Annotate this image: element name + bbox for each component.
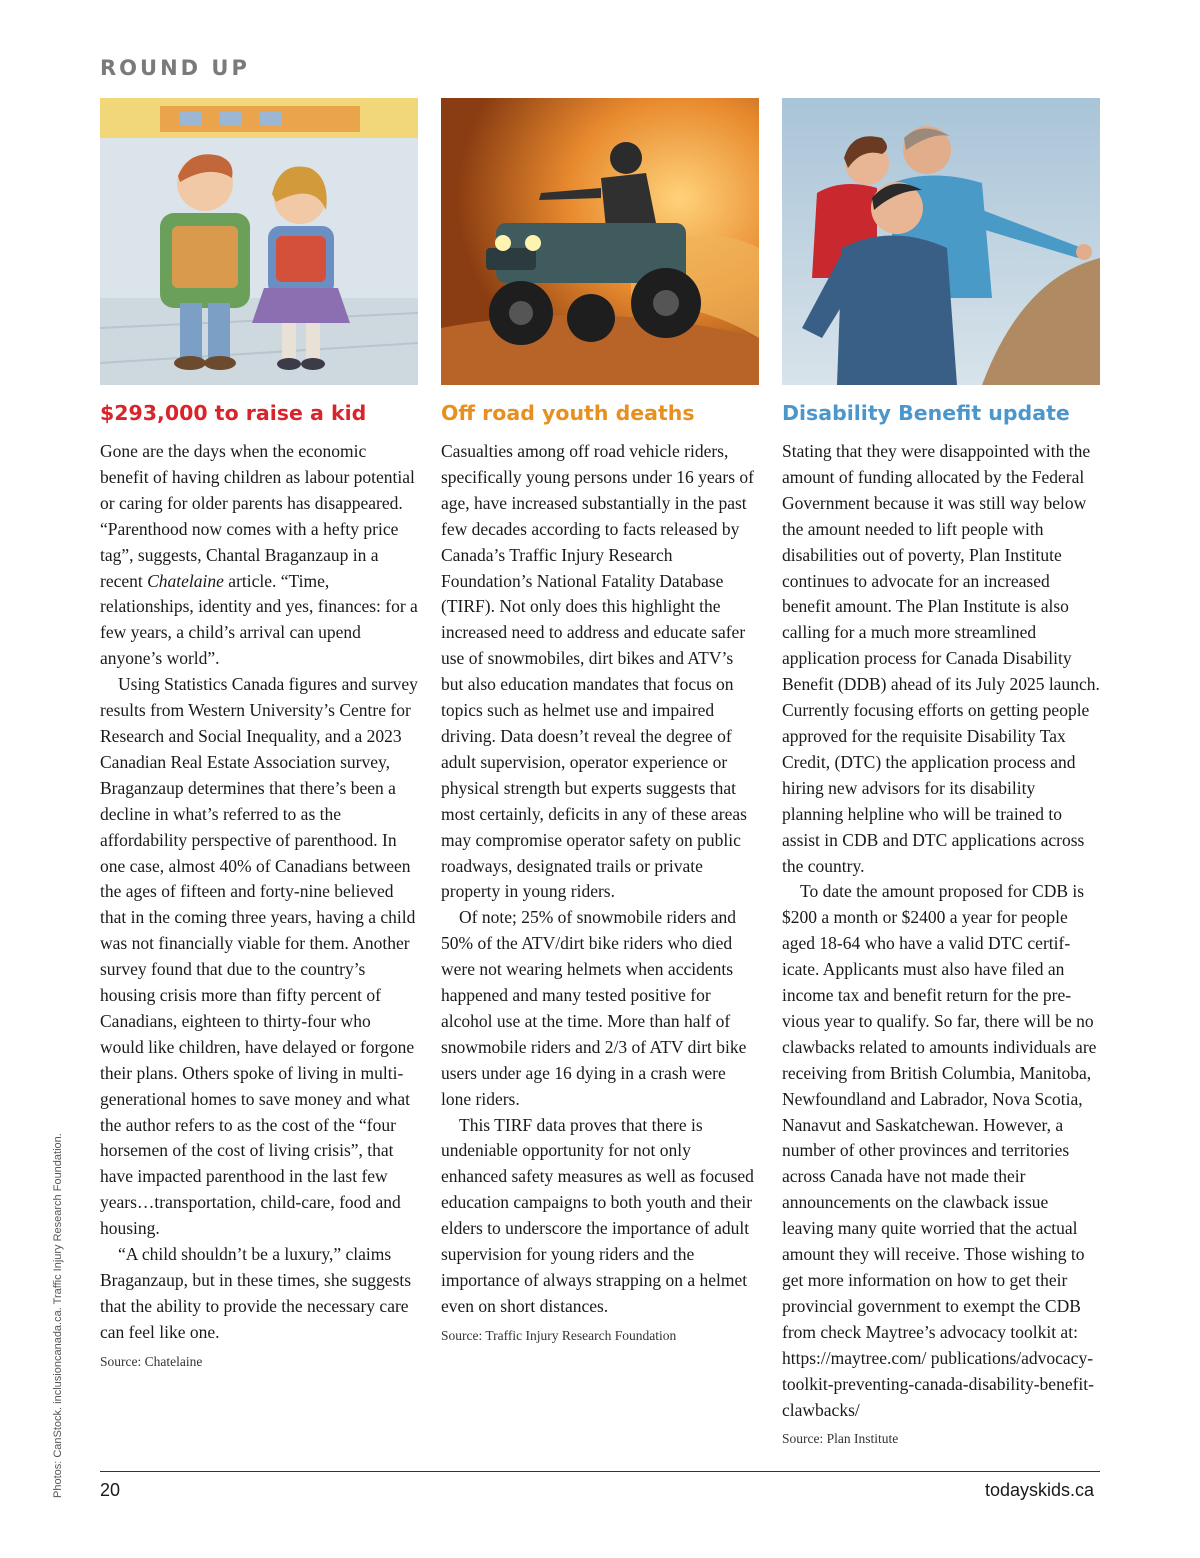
article-off-road [441,98,759,1344]
paragraph: “A child shouldn’t be a luxury,” claims Braganzaup, but in these times, she suggests that the ability to provide the necessary care can feel like one. [100,1244,412,1342]
headline: Disability Benefit update [782,401,1070,425]
paragraph: Gone are the days when the economic benefit of having children as labour potential or caring for older parents has disappeared. “Parenthood now comes with a hefty price tag”, suggests, Chantal Braganzaup in a recent Chatelaine article. “Time, relationships, identity and yes, finances: for a few years, a child’s arrival can upend anyone’s world”. [100,441,418,669]
site-url: todayskids.ca [984,1480,1094,1500]
photo-credit: Photos: CanStock. inclusioncanada.ca. Traffic Injury Research Foundation. [52,1133,64,1498]
headline: Off road youth deaths [441,401,695,425]
footer-rule [100,1471,1100,1472]
family-outdoors-photo [782,98,1100,385]
paragraph: Casualties among off road vehicle riders, specifically young persons under 16 years of age, have increased substantially in the past few decades according to facts released by Canada’s Traffic Injury Research Foundation’s National Fatality Database (TIRF). Not only does this highlight the increased need to address and educate safer use of snowmobiles, dirt bikes and ATV’s but also education mandates that focus on topics such as helmet use and impaired driving. Data doesn’t reveal the degree of adult supervision, operator experience or physical strength but experts suggests that most certainly, deficits in any of these areas may compromise operator safety on public roadways, designated trails or private property in young riders. [441,441,754,902]
paragraph: Of note; 25% of snowmobile riders and 50% of the ATV/dirt bike riders who died were not wearing helmets when accidents happened and many tested positive for alcohol use at the time. More than half of snowmobile riders and 2/3 of ATV dirt bike users under age 16 dying in a crash were lone riders. [441,907,747,1109]
page-number: 20 [100,1480,121,1500]
article-body [100,439,418,1346]
paragraph: This TIRF data proves that there is undeniable opportunity for not only enhanced safety measures as well as focused education campaigns to both youth and their elders to underscore the importance of adult supervision for young riders and the importance of always strapping on a helmet even on short distances. [441,1114,754,1316]
article-body [441,439,759,1320]
children-backpacks-illustration [100,98,418,385]
paragraph: Using Statistics Canada figures and survey results from Western University’s Centre for Research and Social Inequality, and a 2023 Canadian Real Estate Association survey, Braganzaup determines that there’s been a decline in what’s referred to as the affordability perspective of parenthood. In one case, almost 40% of Canadians between the ages of fifteen and forty-nine believed that in the coming three years, having a child was not financially viable for them. Another survey found that due to the country’s housing crisis more than fifty percent of Canadians, eighteen to thirty-four who would like children, have delayed or forgone their plans. Others spoke of living in multi-generational homes to save money and what the author refers to as the cost of the “four horsemen of the cost of living crisis”, that have impacted parenthood in the last few years…transportation, child-care, food and housing. [100,674,418,1239]
headline: $293,000 to raise a kid [100,401,367,425]
article-body [782,439,1100,1423]
section-label: ROUND UP [100,56,250,80]
paragraph: Stating that they were disappointed with the amount of funding allocated by the Federal Government because it was still way below the amount needed to lift people with disabilities out of poverty, Plan Institute continues to advocate for an increased benefit amount. The Plan Institute is also calling for a much more streamlined application process for Canada Disability Benefit (DDB) ahead of its July 2025 launch. Currently focusing efforts on getting people approved for the requisite Disability Tax Credit, (DTC) the application process and hiring new advisors for its disability planning helpline who will be trained to assist in CDB and DTC applications across the country. [782,441,1100,876]
article-raise-a-kid [100,98,418,1370]
source-note: Source: Plan Institute [782,1431,899,1447]
source-note: Source: Chatelaine [100,1353,203,1369]
article-disability-benefit [782,98,1100,1447]
atv-rider-photo [441,98,759,385]
source-note: Source: Traffic Injury Research Foundation [441,1327,677,1343]
paragraph: To date the amount proposed for CDB is $200 a month or $2400 a year for people aged 18-64 who have a valid DTC certificate. Applicants must also have filed an income tax and benefit return for the previous year to qualify. So far, there will be no clawbacks related to amounts individuals are receiving from British Columbia, Manitoba, Newfoundland and Labrador, Nova Scotia, Nanavut and Saskatchewan. However, a number of other provinces and territories across Canada have not made their announcements on the clawback issue leaving many quite worried that the actual amount they will receive. Those wishing to get more information on how to get their provincial government to exempt the CDB from check Maytree’s advocacy toolkit at: https://maytree.com/ publications/advocacy-toolkit-preventing-canada-disability-benefit-clawbacks/ [782,881,1097,1420]
